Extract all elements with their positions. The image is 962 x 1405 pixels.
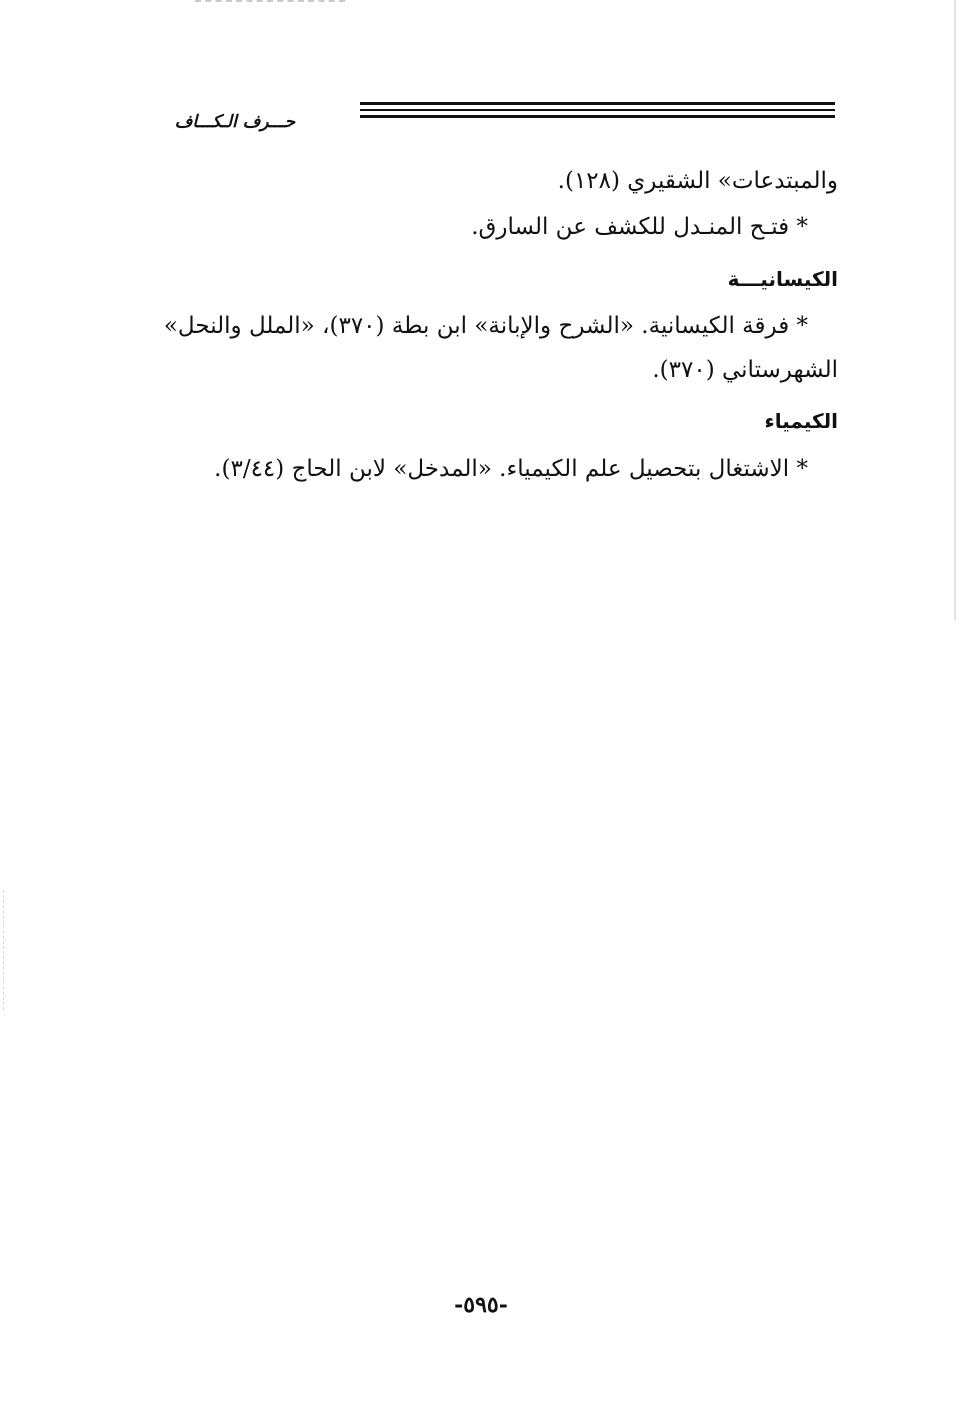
- header-title: حـــرف الـكـــاف: [174, 112, 296, 132]
- header-rule-thick: [360, 102, 835, 105]
- scan-artifact-left: [3, 890, 5, 1010]
- header-rule-thick: [360, 115, 835, 118]
- entry-text-line-2: الشهرستاني (٣٧٠).: [652, 357, 838, 383]
- entry-text: * الاشتغال بتحصيل علم الكيمياء. «المدخل» لابن الحاج (٣/٤٤).: [214, 456, 808, 482]
- section-heading-kaysaniyya: الكيسانيـــة: [727, 267, 838, 291]
- running-header: [130, 96, 835, 140]
- continuation-line: والمبتدعات» الشقيري (١٢٨).: [557, 168, 838, 194]
- entry-kimiya: [133, 446, 838, 492]
- scan-artifact-top: [195, 0, 345, 2]
- entry-text: * فتـح المنـدل للكشف عن السارق.: [471, 214, 808, 240]
- header-rules: [360, 102, 835, 122]
- scan-artifact-right: [954, 0, 956, 620]
- entry-kaysaniyya: [148, 304, 838, 348]
- header-rule-thin: [360, 109, 835, 111]
- section-heading-kimiya: الكيمياء: [764, 409, 838, 433]
- page-number: -٥٩٥-: [454, 1292, 508, 1318]
- page-content: [133, 158, 838, 492]
- entry-fath-almandal: [133, 204, 838, 250]
- entry-text-line-1: * فرقة الكيسانية. «الشرح والإبانة» ابن بطة (٣٧٠)، «الملل والنحل»: [163, 313, 808, 339]
